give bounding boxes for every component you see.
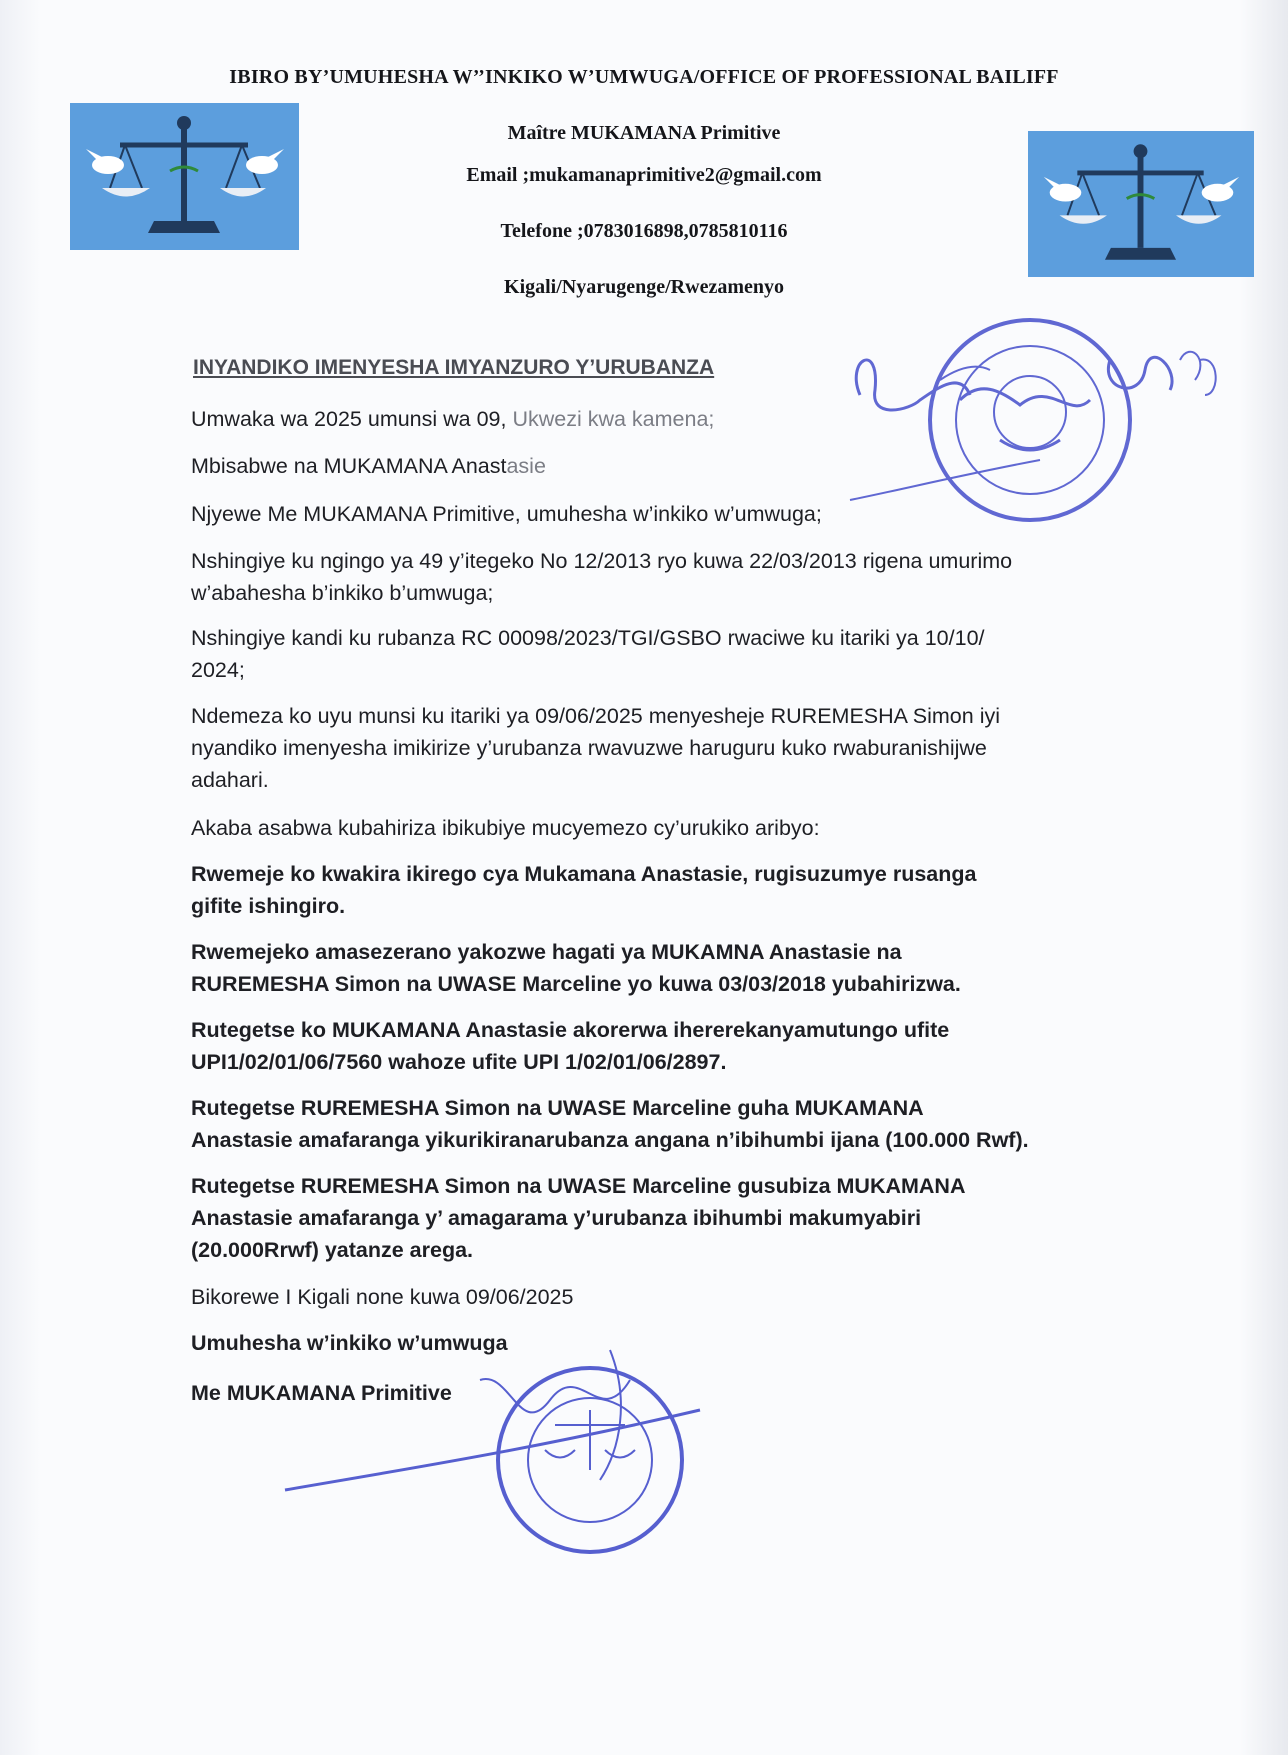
date-month-text: Ukwezi kwa kamena; — [512, 407, 715, 431]
notify-line-1: Ndemeza ko uyu munsi ku itariki ya 09/06/2025 menyesheje RUREMESHA Simon iyi — [191, 704, 1001, 728]
done-at-line: Bikorewe I Kigali none kuwa 09/06/2025 — [191, 1285, 574, 1309]
ruling-5-line-1: Rutegetse RUREMESHA Simon na UWASE Marceline gusubiza MUKAMANA — [191, 1174, 966, 1198]
reception-stamp — [840, 300, 1260, 550]
scales-icon — [1028, 131, 1254, 277]
scales-of-justice-logo-right — [1028, 131, 1254, 277]
bailiff-name: Maître MUKAMANA Primitive — [507, 122, 781, 144]
case-line-1: Nshingiye kandi ku rubanza RC 00098/2023/TGI/GSBO rwaciwe ku itariki ya 10/10/ — [191, 626, 985, 650]
requested-text-end: asie — [506, 454, 546, 478]
signer-name: Me MUKAMANA Primitive — [191, 1381, 452, 1405]
case-paragraph — [191, 622, 1151, 686]
signer-role: Umuhesha w’inkiko w’umwuga — [191, 1331, 508, 1355]
ruling-5 — [191, 1170, 1151, 1266]
iam-line: Njyewe Me MUKAMANA Primitive, umuhesha w’inkiko w’umwuga; — [191, 502, 822, 526]
document-title: INYANDIKO IMENYESHA IMYANZURO Y’URUBANZA — [193, 356, 715, 379]
case-line-2: 2024; — [191, 658, 245, 682]
address-line: Kigali/Nyarugenge/Rwezamenyo — [504, 276, 784, 298]
law-line-2: w’abahesha b’inkiko b’umwuga; — [191, 581, 494, 605]
round-stamp-icon — [840, 300, 1260, 550]
ruling-5-line-3: (20.000Rrwf) yatanze arega. — [191, 1238, 474, 1262]
seal-signature-icon — [280, 1340, 720, 1560]
ruling-5-line-2: Anastasie amafaranga y’ amagarama y’urubanza ibihumbi makumyabiri — [191, 1206, 922, 1230]
office-heading: IBIRO BY’UMUHESHA W’’INKIKO W’UMWUGA/OFFICE OF PROFESSIONAL BAILIFF — [229, 66, 1059, 88]
notify-paragraph — [191, 700, 1151, 796]
ruling-3-line-1: Rutegetse ko MUKAMANA Anastasie akorerwa ihererekanyamutungo ufite — [191, 1018, 950, 1042]
ruling-3 — [191, 1014, 1151, 1078]
law-line-1: Nshingiye ku ngingo ya 49 y’itegeko No 12/2013 ryo kuwa 22/03/2013 rigena umurimo — [191, 549, 1013, 573]
ruling-4-line-1: Rutegetse RUREMESHA Simon na UWASE Marceline guha MUKAMANA — [191, 1096, 924, 1120]
asked-line: Akaba asabwa kubahiriza ibikubiye mucyemezo cy’urukiko aribyo: — [191, 816, 820, 840]
notify-line-3: adahari. — [191, 768, 269, 792]
phone-line: Telefone ;0783016898,0785810116 — [500, 220, 788, 242]
law-paragraph — [191, 545, 1151, 609]
ruling-4-line-2: Anastasie amafaranga yikurikiranarubanza angana n’ibihumbi ijana (100.000 Rwf). — [191, 1128, 1029, 1152]
notify-line-2: nyandiko imenyesha imikirize y’urubanza rwavuzwe haruguru kuko rwaburanishijwe — [191, 736, 987, 760]
ruling-2-line-2: RUREMESHA Simon na UWASE Marceline yo kuwa 03/03/2018 yubahirizwa. — [191, 972, 961, 996]
ruling-1-line-1: Rwemeje ko kwakira ikirego cya Mukamana Anastasie, rugisuzumye rusanga — [191, 862, 977, 886]
ruling-2-line-1: Rwemejeko amasezerano yakozwe hagati ya MUKAMNA Anastasie na — [191, 940, 902, 964]
bailiff-seal — [280, 1340, 720, 1560]
ruling-3-line-2: UPI1/02/01/06/7560 wahoze ufite UPI 1/02/01/06/2897. — [191, 1050, 727, 1074]
ruling-1-line-2: gifite ishingiro. — [191, 894, 346, 918]
ruling-2 — [191, 936, 1151, 1000]
date-text: Umwaka wa 2025 umunsi wa 09, — [191, 407, 513, 431]
requested-text: Mbisabwe na MUKAMANA Anast — [191, 454, 507, 478]
ruling-1 — [191, 858, 1151, 922]
email-line: Email ;mukamanaprimitive2@gmail.com — [466, 164, 822, 186]
ruling-4 — [191, 1092, 1151, 1156]
